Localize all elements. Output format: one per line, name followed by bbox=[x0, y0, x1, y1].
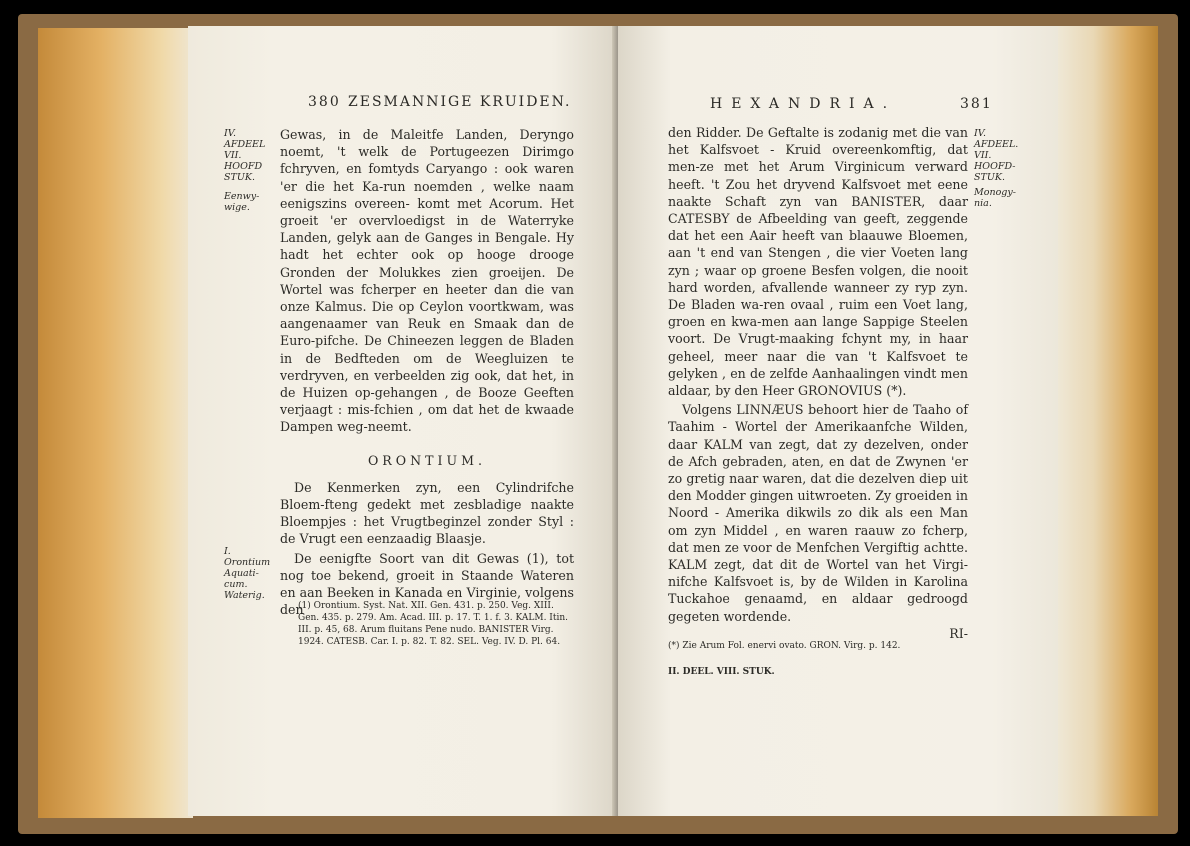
running-head: ZESMANNIGE KRUIDEN. bbox=[348, 94, 572, 110]
paragraph: De eenigfte Soort van dit Gewas (1), tot nog toe bekend, groeit in Staande Wateren en aan Beeken in Kanada en Virginie, volgens den bbox=[280, 550, 574, 618]
catchword: RI- bbox=[949, 625, 968, 641]
paragraph: Gewas, in de Maleitfe Landen, Deryngo noemt, 't welk de Portugeezen Dirimgo fchryven, en fomtyds Caryango : ook waren 'er die het Ka-run noemden , welke naam eenigszins overeen- komt met Acorum. Het groeit 'er overvloedigst in de Waterryke Landen, gelyk aan de Ganges in Bengale. Hy hadt het echter ook op hooge drooge Gronden der Molukkes zien groeijen. De Wortel was fcherper en heeter dan die van onze Kalmus. Die op Ceylon voortkwam, was aangenaamer van Reuk en Smaak dan de Euro-pifche. De Chineezen leggen de Bladen in de Bedfteden om de Weegluizen te verdryven, en verbeelden zig ook, dat het, in de Huizen op-gehangen , de Booze Geeften verjaagt : mis-fchien , om dat het de kwaade Dampen weg-neemt. bbox=[280, 127, 574, 435]
right-page bbox=[618, 26, 1058, 816]
left-page bbox=[188, 26, 616, 816]
margin-species: I. Orontium Aquati- cum. Waterig. bbox=[224, 546, 271, 601]
running-head: HEXANDRIA. bbox=[710, 96, 897, 112]
footnote: (1) Orontium. Syst. Nat. XII. Gen. 431. p. 250. Veg. XIII. Gen. 435. p. 279. Am. Acad. III. p. 17. T. 1. f. 3. KALM. Itin. III. p. 45, 68. Arum fluitans Pene nudo. BANISTER Virg. 1924. CATESB. Car. I. p. 82. T. 82. SEL. Veg. IV. D. Pl. 64. bbox=[298, 601, 569, 647]
section-title: ORONTIUM. bbox=[367, 452, 487, 468]
paragraph: De Kenmerken zyn, een Cylindrifche Bloem-fteng gedekt met zesbladige naakte Bloempjes : het Vrugtbeginzel zonder Styl : de Vrugt een eenzaadig Blaasje. bbox=[280, 479, 574, 547]
right-page-edges bbox=[1050, 26, 1158, 816]
signature-mark: II. DEEL. VIII. STUK. bbox=[668, 667, 775, 677]
margin-chapter: IV. AFDEEL. VII. HOOFD- STUK. Monogy-nia. bbox=[974, 128, 1024, 209]
footnote: (*) Zie Arum Fol. enervi ovato. GRON. Virg. p. 142. bbox=[668, 641, 901, 651]
right-text-block bbox=[668, 124, 968, 642]
page-number: 380 bbox=[308, 94, 341, 110]
paragraph: den Ridder. De Geftalte is zodanig met die van het Kalfsvoet - Kruid overeenkomftig, dat men-ze met het Arum Virginicum verward heeft. 't Zou het dryvend Kalfsvoet met eene naakte Schaft zyn van BANISTER, daar CATESBY de Afbeelding van geeft, zeggende dat het een Aair heeft van blaauwe Bloemen, aan 't end van Stengen , die vier Voeten lang zyn ; waar op groene Besfen volgen, die nooit hard worden, afvallende wanneer zy ryp zyn. De Bladen wa-ren ovaal , ruim een Voet lang, groen en kwa-men aan lange Sappige Steelen voort. De Vrugt-maaking fchynt my, in haar geheel, meer naar die van 't Kalfsvoet te gelyken , en de zelfde Aanhaalingen vindt men aldaar, by den Heer GRONOVIUS (*). bbox=[668, 125, 968, 399]
margin-note: Eenwy-wige. bbox=[224, 191, 260, 213]
margin-chapter: IV. AFDEEL VII. HOOFD STUK. Eenwy-wige. bbox=[224, 128, 270, 213]
margin-note: Monogy-nia. bbox=[974, 187, 1016, 209]
left-text-block bbox=[280, 126, 574, 618]
left-page-edges bbox=[38, 28, 193, 818]
paragraph: Volgens LINNÆUS behoort hier de Taaho of Taahim - Wortel der Amerikaanfche Wilden, daar KALM van zegt, dat zy dezelven, onder de Afch gebraden, aten, en dat de Zwynen 'er zo gretig naar waren, dat die dezelven diep uit den Modder gingen uitwroeten. Zy groeiden in Noord - Amerika dikwils zo dik als een Man om zyn Middel , en waren raauw zo fcherp, dat men ze voor de Menfchen Vergiftig achtte. KALM zegt, dat dit de Wortel van het Virgi-nifche Kalfsvoet is, by de Wilden in Karolina Tuckahoe genaamd, en aldaar gedroogd gegeten wordende. bbox=[668, 402, 968, 624]
page-number: 381 bbox=[960, 96, 993, 112]
